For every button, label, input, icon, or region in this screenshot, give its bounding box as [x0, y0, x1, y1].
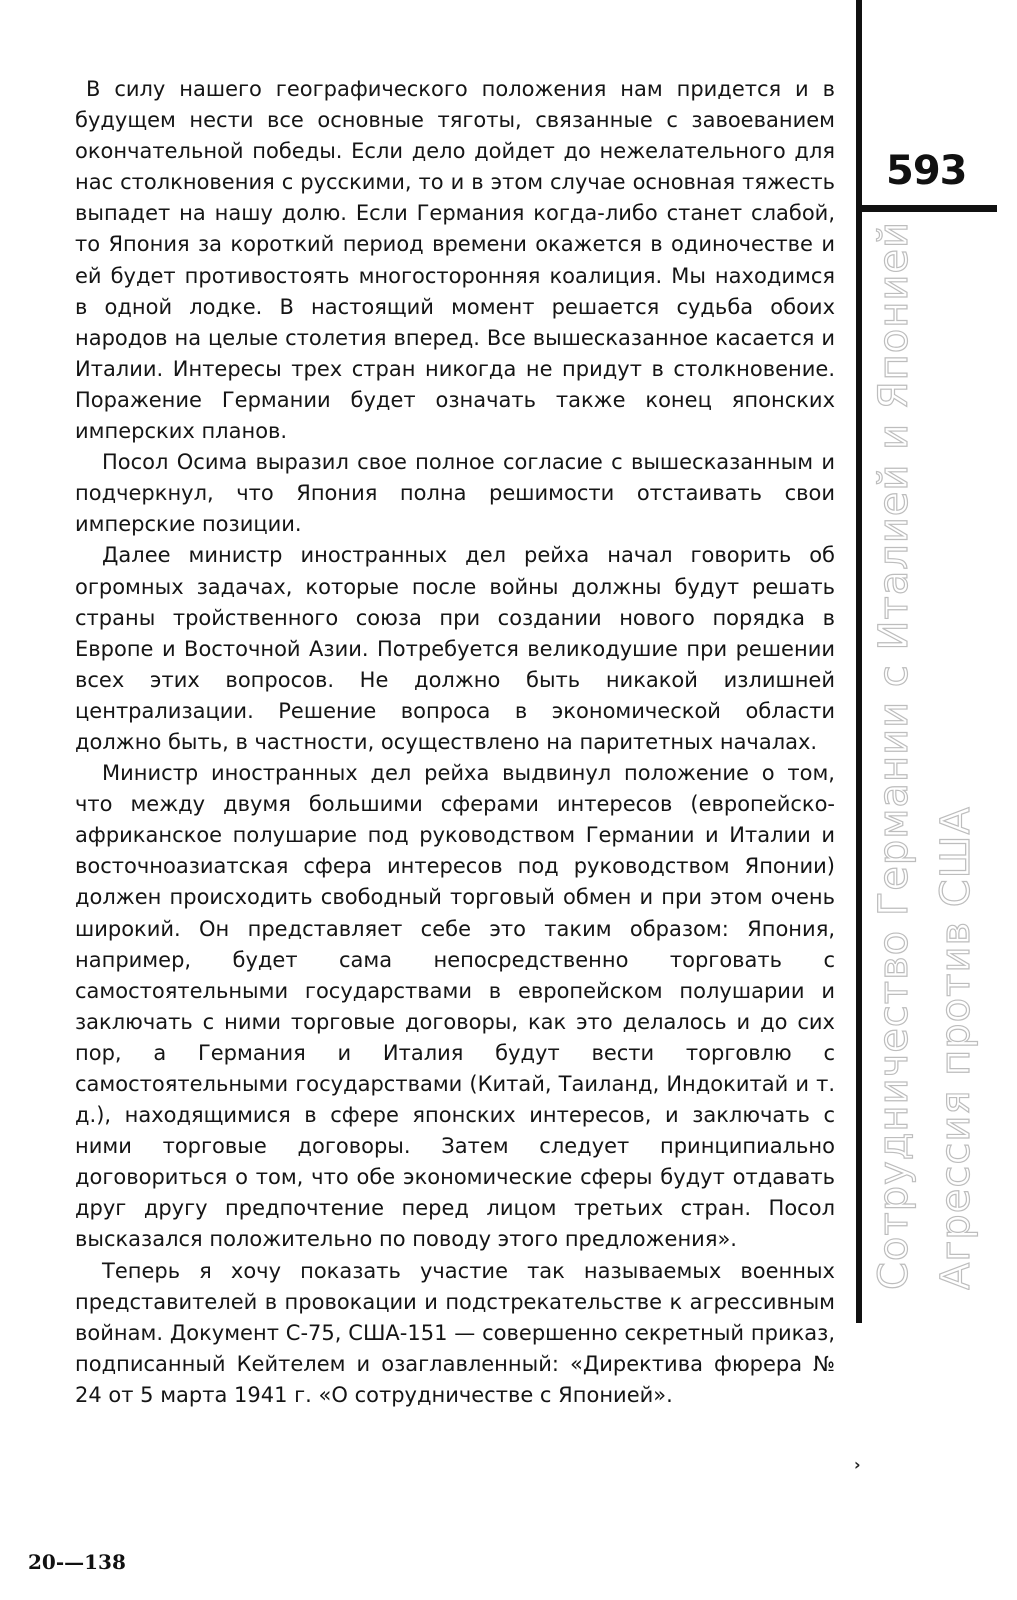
body-text [75, 74, 835, 1411]
paragraph-2: Посол Осима выразил свое полное согласие с вышесказанным и подчеркнул, что Япония полна решимости отстаивать свои имперские позиции. [75, 450, 835, 537]
running-head [865, 220, 993, 1290]
vertical-rule [856, 0, 862, 1323]
running-head-line-1: Сотрудничество Германии с Италией и Японией [871, 220, 917, 1290]
paragraph-5: Теперь я хочу показать участие так называемых военных представителей в провокации и подстрекательстве к агрессивным войнам. Документ С-75, США-151 — совершенно секретный приказ, подписанный Кейтелем и озаглавленный: «Директива фюрера № 24 от 5 марта 1941 г. «О сотрудничестве с Японией». [75, 1258, 835, 1407]
horizontal-rule [862, 205, 997, 212]
paragraph-4: Министр иностранных дел рейха выдвинул положение о том, что между двумя большими сферами интересов (европейско-африканское полушарие под руководством Германии и Италии и восточноазиатская сфера интересов под руководством Японии) должен происходить свободный торговый обмен и при этом очень широкий. Он представляет себе это таким образом: Япония, например, будет сама непосредственно торговать с самостоятельными государствами в европейском полушарии и заключать с ними торговые договоры, как это делалось и до сих пор, а Германия и Италия будут вести торговлю с самостоятельными государствами (Китай, Таиланд, Индокитай и т. д.), находящимися в сфере японских интересов, и заключать с ними торговые договоры. Затем следует принципиально договориться о том, что обе экономические сферы будут отдавать друг другу предпочтение перед лицом третьих стран. Посол высказался положительно по поводу этого предложения». [75, 761, 835, 1252]
margin-mark: › [854, 1455, 861, 1474]
running-head-line-2: Агрессия против США [933, 806, 979, 1290]
page-number: 593 [886, 148, 967, 194]
printer-signature: 20-—138 [28, 1550, 126, 1574]
paragraph-1: В силу нашего географического положения нам придется и в будущем нести все основные тяготы, связанные с завоеванием окончательной победы. Если дело дойдет до нежелательного для нас столкновения с русскими, то и в этом случае основная тяжесть выпадет на нашу долю. Если Германия когда-либо станет слабой, то Япония за короткий период времени окажется в одиночестве и ей будет противостоять многосторонняя коалиция. Мы находимся в одной лодке. В настоящий момент решается судьба обоих народов на целые столетия вперед. Все вышесказанное касается и Италии. Интересы трех стран никогда не придут в столкновение. Поражение Германии будет означать также конец японских имперских планов. [75, 77, 835, 444]
paragraph-3: Далее министр иностранных дел рейха начал говорить об огромных задачах, которые после войны должны будут решать страны тройственного союза при создании нового порядка в Европе и Восточной Азии. Потребуется великодушие при решении всех этих вопросов. Не должно быть никакой излишней централизации. Решение вопроса в экономической области должно быть, в частности, осуществлено на паритетных началах. [75, 543, 835, 754]
